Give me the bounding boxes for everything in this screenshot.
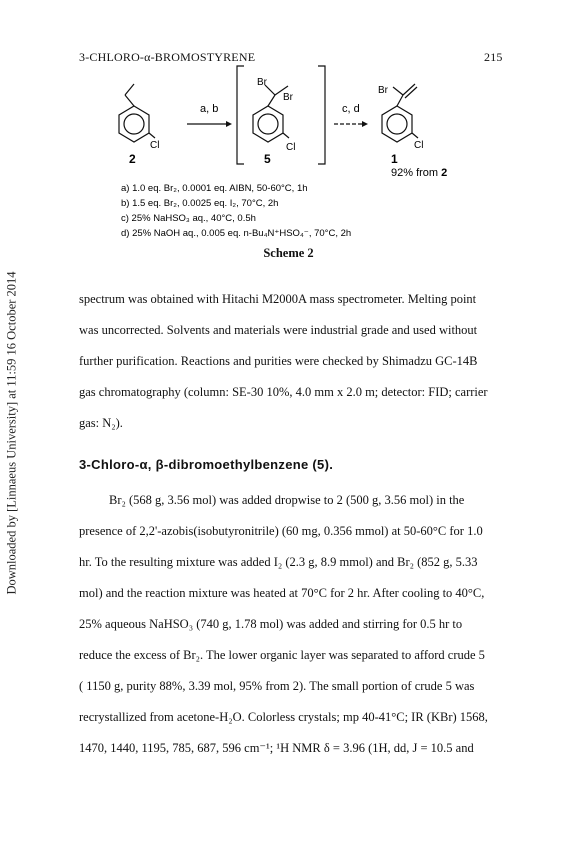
download-watermark: [2, 258, 22, 608]
compound-2-cl-label: Cl: [150, 140, 160, 151]
compound-5-br-label-1: Br: [257, 77, 267, 88]
paragraph-line: hr. To the resulting mixture was added I₂ (2.3 g, 8.9 mmol) and Br₂ (852 g, 5.33: [79, 555, 478, 569]
experimental-paragraph-2: [79, 485, 499, 764]
compound-1-number: 1: [391, 152, 398, 166]
compound-1-yield: 92% from 2: [391, 167, 448, 179]
arrow2-label: c, d: [342, 103, 360, 115]
compound-2-structure: [119, 84, 155, 142]
experimental-paragraph-1: [79, 284, 499, 439]
paragraph-line: mol) and the reaction mixture was heated at 70°C for 2 hr. After cooling to 40°C,: [79, 586, 485, 600]
paragraph-line: gas: N₂).: [79, 416, 123, 430]
bracket-left: [237, 66, 244, 164]
compound-2-number: 2: [129, 152, 136, 166]
running-header-title: 3-CHLORO-α-BROMOSTYRENE: [79, 50, 256, 64]
compound-5-br-label-2: Br: [283, 92, 293, 103]
paragraph-line: gas chromatography (column: SE-30 10%, 4.0 mm x 2.0 m; detector: FID; carrier: [79, 385, 488, 399]
section-heading: 3-Chloro-α, β-dibromoethylbenzene (5).: [79, 457, 334, 472]
paragraph-line: Br₂ (568 g, 3.56 mol) was added dropwise to 2 (500 g, 3.56 mol) in the: [109, 493, 465, 507]
compound-1-cl-label: Cl: [414, 140, 424, 151]
page-number: 215: [484, 50, 503, 64]
bracket-right: [318, 66, 325, 164]
condition-d: d) 25% NaOH aq., 0.005 eq. n-Bu₄N⁺HSO₄⁻, 70°C, 2h: [121, 228, 352, 239]
condition-b: b) 1.5 eq. Br₂, 0.0025 eq. I₂, 70°C, 2h: [121, 198, 279, 209]
compound-5-number: 5: [264, 152, 271, 166]
download-note: Downloaded by [Linnaeus University] at 11:59 16 October 2014: [4, 271, 19, 595]
paragraph-line: 25% aqueous NaHSO₃ (740 g, 1.78 mol) was added and stirring for 0.5 hr to: [79, 617, 463, 631]
condition-c: c) 25% NaHSO₃ aq., 40°C, 0.5h: [121, 213, 256, 224]
paragraph-line: spectrum was obtained with Hitachi M2000A mass spectrometer. Melting point: [79, 292, 477, 306]
scheme-caption: Scheme 2: [263, 246, 314, 260]
paragraph-line: presence of 2,2'-azobis(isobutyronitrile) (60 mg, 0.356 mmol) at 50-60°C for 1.0: [79, 524, 483, 538]
paragraph-line: was uncorrected. Solvents and materials were industrial grade and used without: [79, 323, 478, 337]
paragraph-line: recrystallized from acetone-H₂O. Colorless crystals; mp 40-41°C; IR (KBr) 1568,: [79, 710, 488, 724]
paragraph-line: reduce the excess of Br₂. The lower organic layer was separated to afford crude 5: [79, 648, 485, 662]
reaction-scheme: [0, 0, 577, 270]
compound-1-br-label: Br: [378, 85, 388, 96]
arrow1-label: a, b: [200, 103, 219, 115]
condition-a: a) 1.0 eq. Br₂, 0.0001 eq. AIBN, 50-60°C, 1h: [121, 183, 308, 194]
paragraph-line: ( 1150 g, purity 88%, 3.39 mol, 95% from 2). The small portion of crude 5 was: [79, 679, 475, 693]
paragraph-line: 1470, 1440, 1195, 785, 687, 596 cm⁻¹; ¹H NMR δ = 3.96 (1H, dd, J = 10.5 and: [79, 741, 474, 755]
paragraph-line: further purification. Reactions and purities were checked by Shimadzu GC-14B: [79, 354, 478, 368]
compound-5-cl-label: Cl: [286, 142, 296, 153]
